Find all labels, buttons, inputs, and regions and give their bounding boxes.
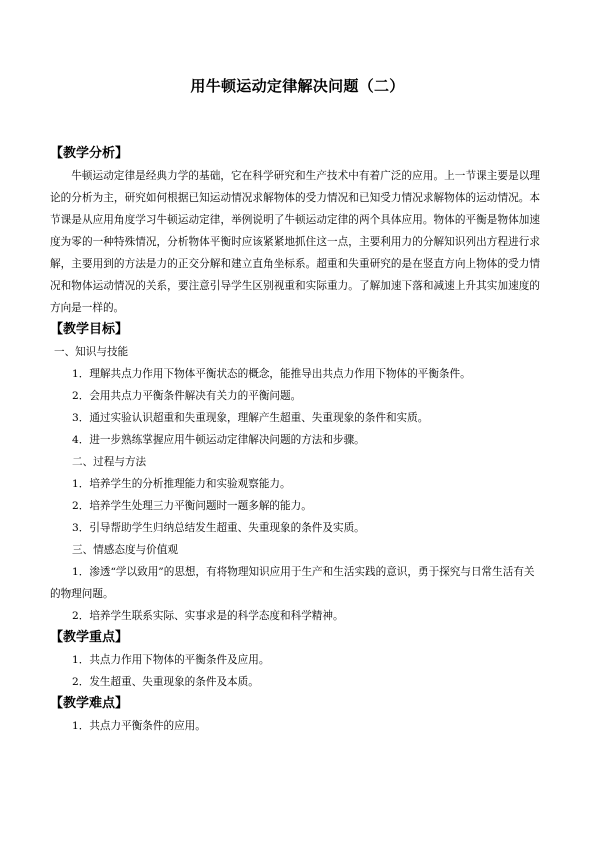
- section-heading-key-points: 【教学重点】: [50, 630, 129, 645]
- analysis-paragraph: 牛顿运动定律是经典力学的基础，它在科学研究和生产技术中有着广泛的应用。上一节课主要是以理论的分析为主，研究如何根据已知运动情况求解物体的受力情况和已知受力情况求解物体的运动情况。本节课是从应用角度学习牛顿运动定律，举例说明了牛顿运动定律的两个具体应用。物体的平衡是物体加速度为零的一种特殊情况，分析物体平衡时应该紧紧地抓住这一点，主要利用力的分解知识列出方程进行求解，主要用到的方法是力的正交分解和建立直角坐标系。超重和失重研究的是在竖直方向上物体的受力情况和物体运动情况的关系，要注意引导学生区别视重和实际重力。了解加速下落和减速上升其实加速度的方向是一样的。: [50, 170, 540, 314]
- objectives-process-label: 二、过程与方法: [72, 456, 147, 468]
- section-heading-objectives: 【教学目标】: [50, 322, 129, 337]
- objectives-knowledge-label: 一、知识与技能: [54, 346, 129, 358]
- list-item: 2．培养学生联系实际、实事求是的科学态度和科学精神。: [72, 610, 344, 622]
- list-item: 1．培养学生的分析推理能力和实验观察能力。: [72, 478, 291, 490]
- list-item: 2．会用共点力平衡条件解决有关力的平衡问题。: [72, 390, 302, 402]
- list-item: 1．渗透“学以致用”的思想，有将物理知识应用于生产和生活实践的意识，勇于探究与日常生活有关的物理问题。: [50, 566, 535, 600]
- list-item: 2．培养学生处理三力平衡问题时一题多解的能力。: [72, 500, 312, 512]
- document-title: 用牛顿运动定律解决问题（二）: [190, 77, 405, 95]
- list-item: 3．通过实验认识超重和失重现象，理解产生超重、失重现象的条件和实质。: [72, 412, 429, 424]
- list-item: 1．理解共点力作用下物体平衡状态的概念，能推导出共点力作用下物体的平衡条件。: [72, 368, 471, 380]
- list-item: 4．进一步熟练掌握应用牛顿运动定律解决问题的方法和步骤。: [72, 434, 365, 446]
- list-item: 1．共点力平衡条件的应用。: [72, 720, 206, 732]
- section-heading-difficulties: 【教学难点】: [50, 696, 129, 711]
- list-item: 2．发生超重、失重现象的条件及本质。: [72, 676, 259, 688]
- list-item: 3．引导帮助学生归纳总结发生超重、失重现象的条件及实质。: [72, 522, 365, 534]
- document-body: [50, 143, 540, 737]
- section-heading-analysis: 【教学分析】: [50, 146, 129, 161]
- list-item: 1．共点力作用下物体的平衡条件及应用。: [72, 654, 270, 666]
- objectives-values-label: 三、情感态度与价值观: [72, 544, 178, 556]
